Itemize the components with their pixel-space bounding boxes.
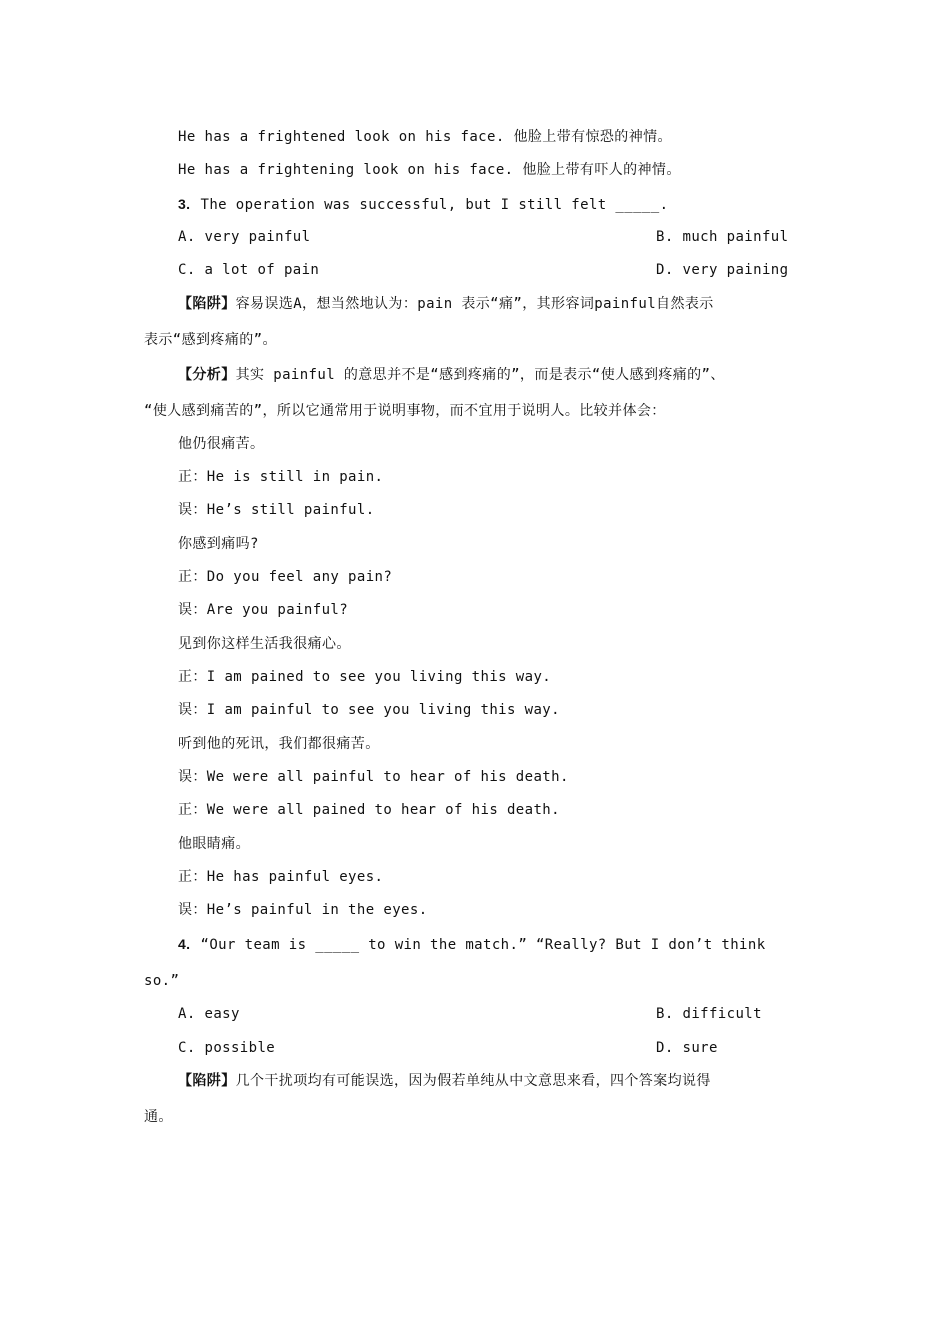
question-4-option-d: D. sure <box>656 1040 718 1056</box>
question-3-analysis-text-1: 其实 painful 的意思并不是“感到疼痛的”，而是表示“使人感到疼痛的”、 <box>235 367 725 383</box>
question-3-analysis-label: 【分析】 <box>178 367 236 383</box>
question-3-trap-line-2: 表示“感到疼痛的”。 <box>144 332 277 348</box>
question-3-number: 3. <box>178 196 191 212</box>
example-item: 正：We were all pained to hear of his death. <box>178 802 560 818</box>
example-item: 误：He’s still painful. <box>178 502 375 518</box>
question-4-option-b: B. difficult <box>656 1006 762 1022</box>
question-4-trap-line-2: 通。 <box>144 1109 173 1125</box>
example-item: 他仍很痛苦。 <box>178 436 265 452</box>
example-item: 误：I am painful to see you living this way. <box>178 702 560 718</box>
question-3-stem-line <box>178 194 668 214</box>
question-4-trap-label: 【陷阱】 <box>178 1073 236 1089</box>
example-item: 他眼睛痛。 <box>178 836 250 852</box>
example-item: 听到他的死讯，我们都很痛苦。 <box>178 736 380 752</box>
question-4-options-row-2 <box>178 1038 718 1058</box>
question-4-option-c: C. possible <box>178 1040 276 1056</box>
example-line-frightened: He has a frightened look on his face. 他脸上带有惊恐的神情。 <box>178 129 672 145</box>
question-3-analysis-line-2: “使人感到痛苦的”，所以它通常用于说明事物，而不宜用于说明人。比较并体会： <box>144 403 666 419</box>
question-4-trap-line-1 <box>178 1071 711 1091</box>
example-item: 正：Do you feel any pain? <box>178 569 393 585</box>
question-4-option-a: A. easy <box>178 1006 240 1022</box>
example-item: 误：We were all painful to hear of his death. <box>178 769 569 785</box>
question-4-trap-text-1: 几个干扰项均有可能误选，因为假若单纯从中文意思来看，四个答案均说得 <box>235 1073 711 1089</box>
example-item: 你感到痛吗? <box>178 536 259 552</box>
question-3-analysis-line-1 <box>178 365 725 385</box>
example-item: 正：He is still in pain. <box>178 469 384 485</box>
example-item: 正：I am pained to see you living this way. <box>178 669 552 685</box>
question-3-trap-text-1: 容易误选A，想当然地认为：pain 表示“痛”，其形容词painful自然表示 <box>235 296 714 312</box>
example-item: 误：He’s painful in the eyes. <box>178 902 428 918</box>
question-3-option-c: C. a lot of pain <box>178 262 320 278</box>
question-4-stem-line-2: so.” <box>144 973 180 989</box>
question-3-options-row-2 <box>178 260 789 280</box>
question-3-option-d: D. very paining <box>656 262 789 278</box>
question-4-stem-line-1 <box>178 934 766 954</box>
question-4-stem-1: “Our team is _____ to win the match.” “Really? But I don’t think <box>200 937 766 953</box>
example-item: 见到你这样生活我很痛心。 <box>178 636 351 652</box>
question-3-trap-line-1 <box>178 294 714 314</box>
example-item: 误：Are you painful? <box>178 602 349 618</box>
question-4-number: 4. <box>178 936 191 952</box>
example-line-frightening: He has a frightening look on his face. 他脸上带有吓人的神情。 <box>178 162 681 178</box>
question-3-trap-label: 【陷阱】 <box>178 296 236 312</box>
example-item: 正：He has painful eyes. <box>178 869 384 885</box>
question-3-option-a: A. very painful <box>178 229 311 245</box>
question-3-options-row-1 <box>178 227 789 247</box>
question-4-options-row-1 <box>178 1004 762 1024</box>
question-3-option-b: B. much painful <box>656 229 789 245</box>
question-3-stem: The operation was successful, but I still felt _____. <box>200 197 669 213</box>
